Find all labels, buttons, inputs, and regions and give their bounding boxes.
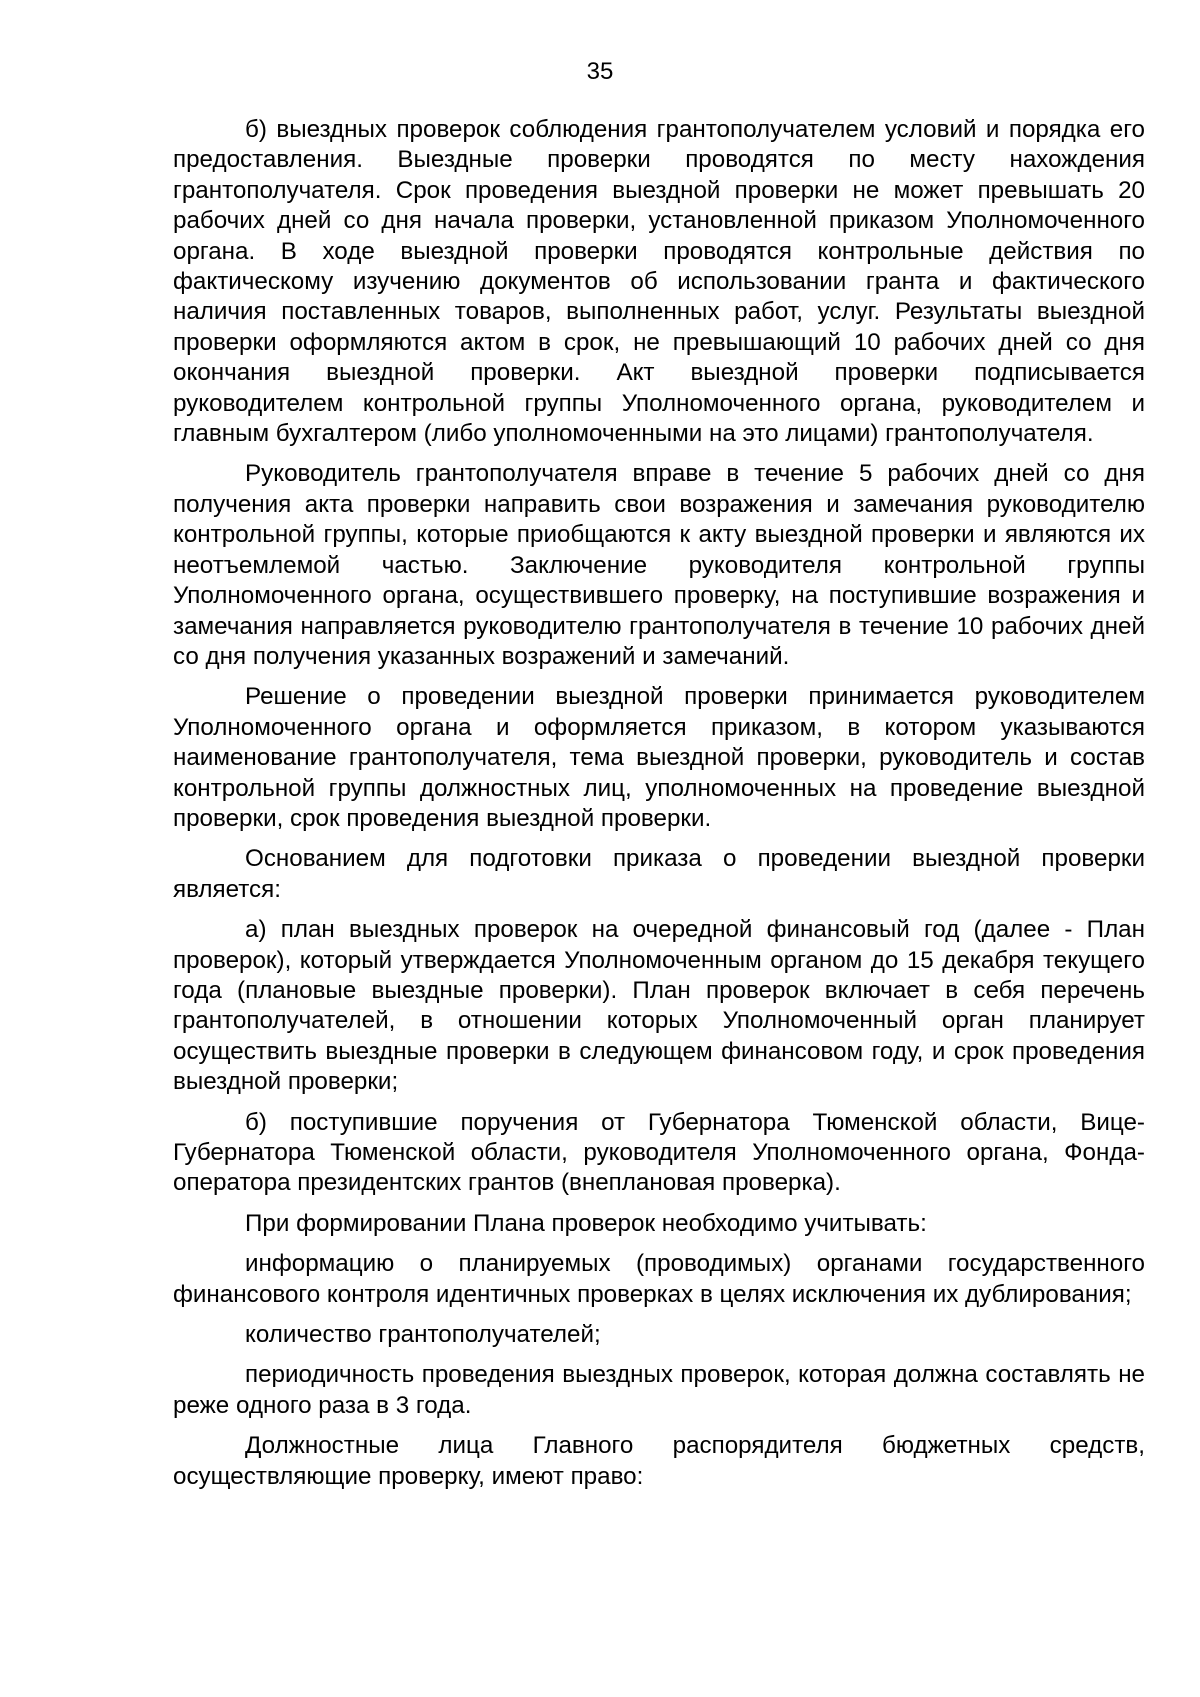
paragraph-objections: Руководитель грантополучателя вправе в течение 5 рабочих дней со дня получения акта проверки направить свои возражения и замечания руководителю контрольной группы, которые приобщаются к акту выездной проверки и являются их неотъемлемой частью. Заключение руководителя контрольной группы Уполномоченного органа, осуществившего проверку, на поступившие возражения и замечания направляется руководителю грантополучателя в течение 10 рабочих дней со дня получения указанных возражений и замечаний. xyxy=(173,460,1145,670)
paragraph-officials-rights: Должностные лица Главного распорядителя бюджетных средств, осуществляющие проверку, имеют право: xyxy=(173,1432,1145,1490)
paragraph-order-basis: Основанием для подготовки приказа о проведении выездной проверки является: xyxy=(173,845,1145,903)
paragraph-control-information: информацию о планируемых (проводимых) органами государственного финансового контроля идентичных проверках в целях исключения их дублирования; xyxy=(173,1250,1145,1308)
paragraph-grantee-count: количество грантополучателей; xyxy=(245,1321,601,1349)
page-number: 35 xyxy=(586,58,614,85)
paragraph-frequency: периодичность проведения выездных проверок, которая должна составлять не реже одного раза в 3 года. xyxy=(173,1361,1145,1419)
paragraph-instructions: б) поступившие поручения от Губернатора Тюменской области, Вице-Губернатора Тюменской области, руководителя Уполномоченного органа, Фонда-оператора президентских грантов (внеплановая проверка). xyxy=(173,1108,1145,1197)
paragraph-field-inspections: б) выездных проверок соблюдения грантополучателем условий и порядка его предоставления. Выездные проверки проводятся по месту нахождения грантополучателя. Срок проведения выездной проверки не может превышать 20 рабочих дней со дня начала проверки, установленной приказом Уполномоченного органа. В ходе выездной проверки проводятся контрольные действия по фактическому изучению документов об использовании гранта и фактического наличия поставленных товаров, выполненных работ, услуг. Результаты выездной проверки оформляются актом в срок, не превышающий 10 рабочих дней со дня окончания выездной проверки. Акт выездной проверки подписывается руководителем контрольной группы Уполномоченного органа, руководителем и главным бухгалтером (либо уполномоченными на это лицами) грантополучателя. xyxy=(173,116,1145,448)
document-body xyxy=(173,115,1145,1502)
paragraph-inspection-plan: а) план выездных проверок на очередной финансовый год (далее - План проверок), который утверждается Уполномоченным органом до 15 декабря текущего года (плановые выездные проверки). План проверок включает в себя перечень грантополучателей, в отношении которых Уполномоченный орган планирует осуществить выездные проверки в следующем финансовом году, и срок проведения выездной проверки; xyxy=(173,916,1145,1096)
paragraph-inspection-decision: Решение о проведении выездной проверки принимается руководителем Уполномоченного органа и оформляется приказом, в котором указываются наименование грантополучателя, тема выездной проверки, руководитель и состав контрольной группы должностных лиц, уполномоченных на проведение выездной проверки, срок проведения выездной проверки. xyxy=(173,683,1145,832)
paragraph-plan-considerations: При формировании Плана проверок необходимо учитывать: xyxy=(245,1209,927,1237)
